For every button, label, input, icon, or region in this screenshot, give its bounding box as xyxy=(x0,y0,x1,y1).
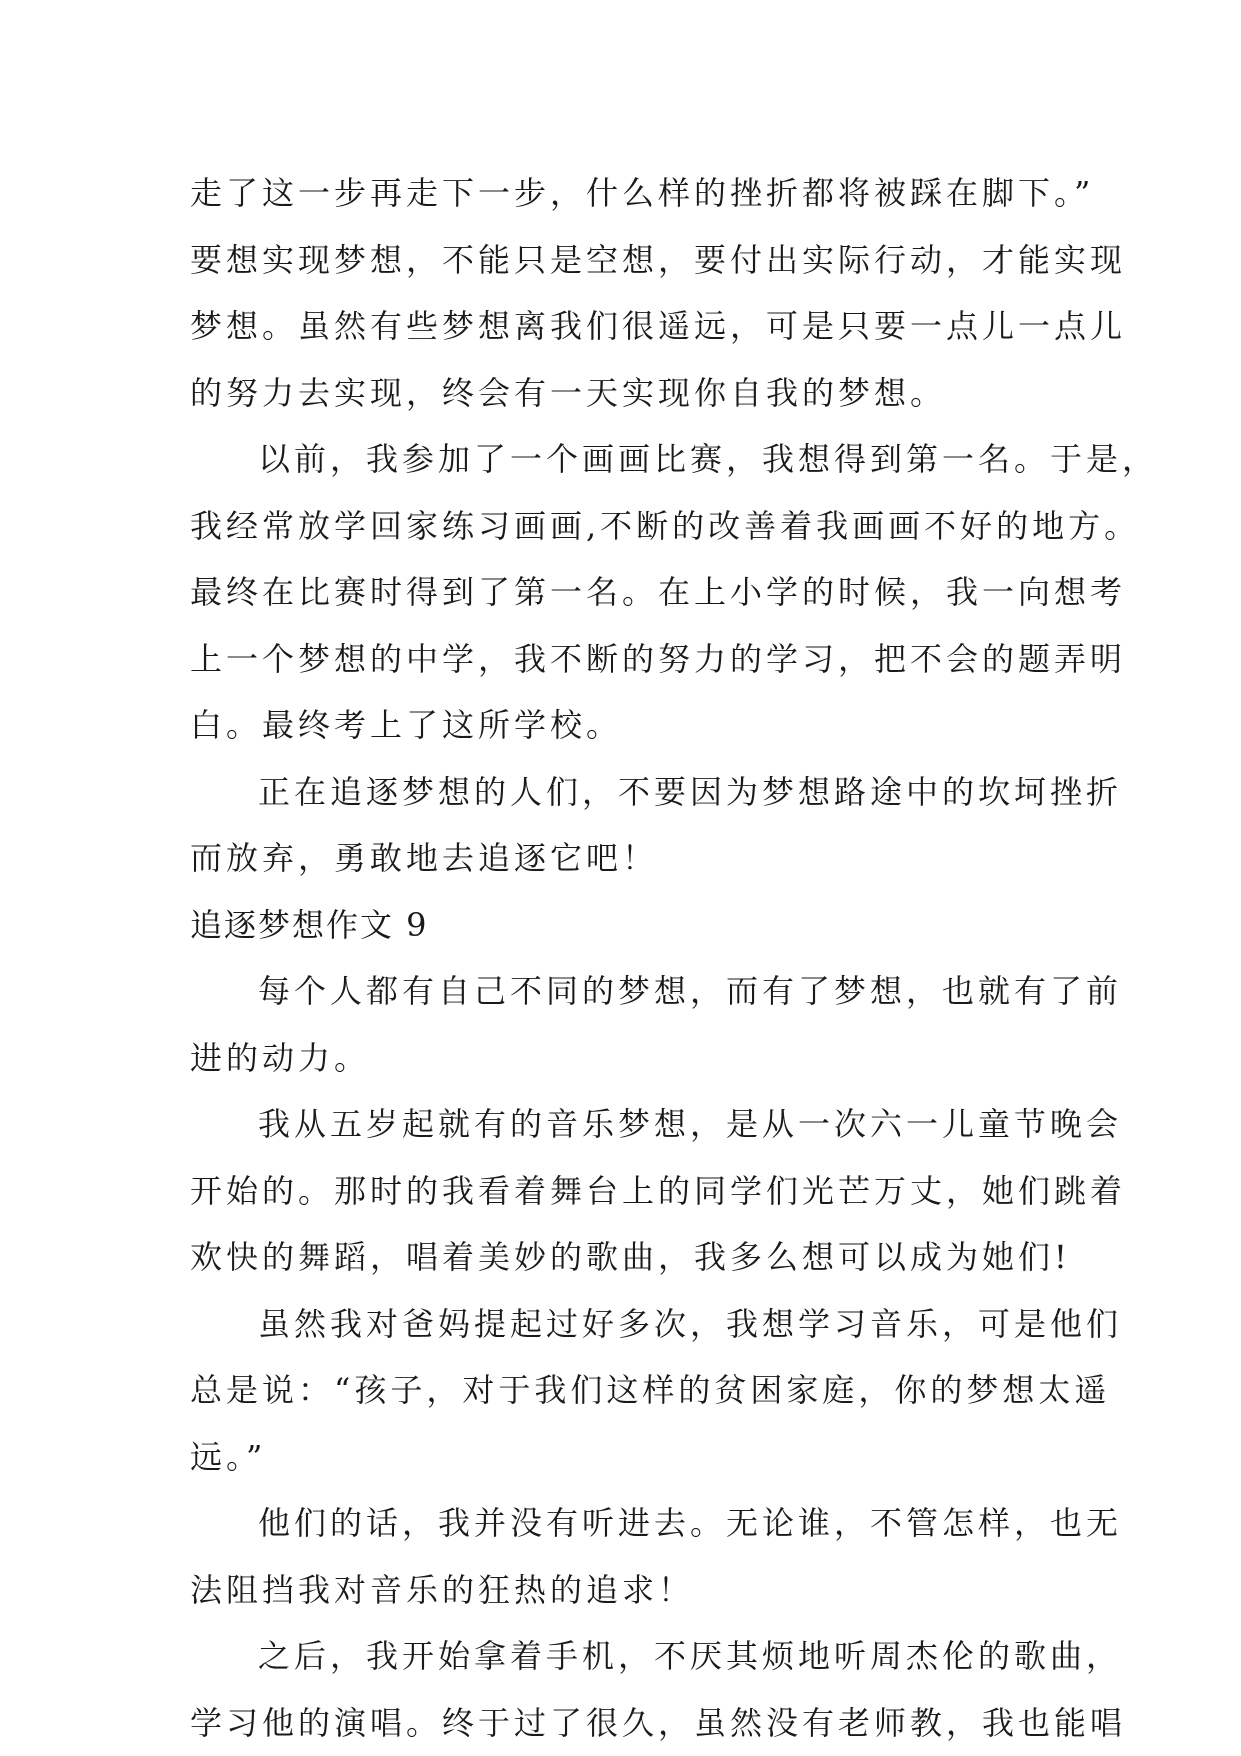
text-line: 之后，我开始拿着手机，不厌其烦地听周杰伦的歌曲， xyxy=(190,1623,1052,1690)
text-line: 以前，我参加了一个画画比赛，我想得到第一名。于是， xyxy=(190,426,1052,493)
text-line: 白。最终考上了这所学校。 xyxy=(190,692,1052,759)
text-line: 总是说：“孩子，对于我们这样的贫困家庭，你的梦想太遥 xyxy=(190,1357,1052,1424)
text-line: 开始的。那时的我看着舞台上的同学们光芒万丈，她们跳着 xyxy=(190,1158,1052,1225)
text-line: 远。” xyxy=(190,1424,1052,1491)
text-line: 我经常放学回家练习画画,不断的改善着我画画不好的地方。 xyxy=(190,493,1052,560)
text-line: 而放弃，勇敢地去追逐它吧！ xyxy=(190,825,1052,892)
text-line: 梦想。虽然有些梦想离我们很遥远，可是只要一点儿一点儿 xyxy=(190,293,1052,360)
text-line: 欢快的舞蹈，唱着美妙的歌曲，我多么想可以成为她们! xyxy=(190,1224,1052,1291)
text-line: 进的动力。 xyxy=(190,1025,1052,1092)
text-line: 走了这一步再走下一步，什么样的挫折都将被踩在脚下。” xyxy=(190,160,1052,227)
text-line: 上一个梦想的中学，我不断的努力的学习，把不会的题弄明 xyxy=(190,626,1052,693)
text-line: 最终在比赛时得到了第一名。在上小学的时候，我一向想考 xyxy=(190,559,1052,626)
document-body xyxy=(190,160,1052,1756)
text-line: 他们的话，我并没有听进去。无论谁，不管怎样，也无 xyxy=(190,1490,1052,1557)
text-line: 正在追逐梦想的人们，不要因为梦想路途中的坎坷挫折 xyxy=(190,759,1052,826)
text-line: 我从五岁起就有的音乐梦想，是从一次六一儿童节晚会 xyxy=(190,1091,1052,1158)
text-line: 法阻挡我对音乐的狂热的追求！ xyxy=(190,1557,1052,1624)
text-line: 的努力去实现，终会有一天实现你自我的梦想。 xyxy=(190,360,1052,427)
section-heading: 追逐梦想作文 9 xyxy=(190,892,1052,959)
text-line: 要想实现梦想，不能只是空想，要付出实际行动，才能实现 xyxy=(190,227,1052,294)
text-line: 虽然我对爸妈提起过好多次，我想学习音乐，可是他们 xyxy=(190,1291,1052,1358)
text-line: 学习他的演唱。终于过了很久，虽然没有老师教，我也能唱 xyxy=(190,1690,1052,1756)
text-line: 每个人都有自己不同的梦想，而有了梦想，也就有了前 xyxy=(190,958,1052,1025)
